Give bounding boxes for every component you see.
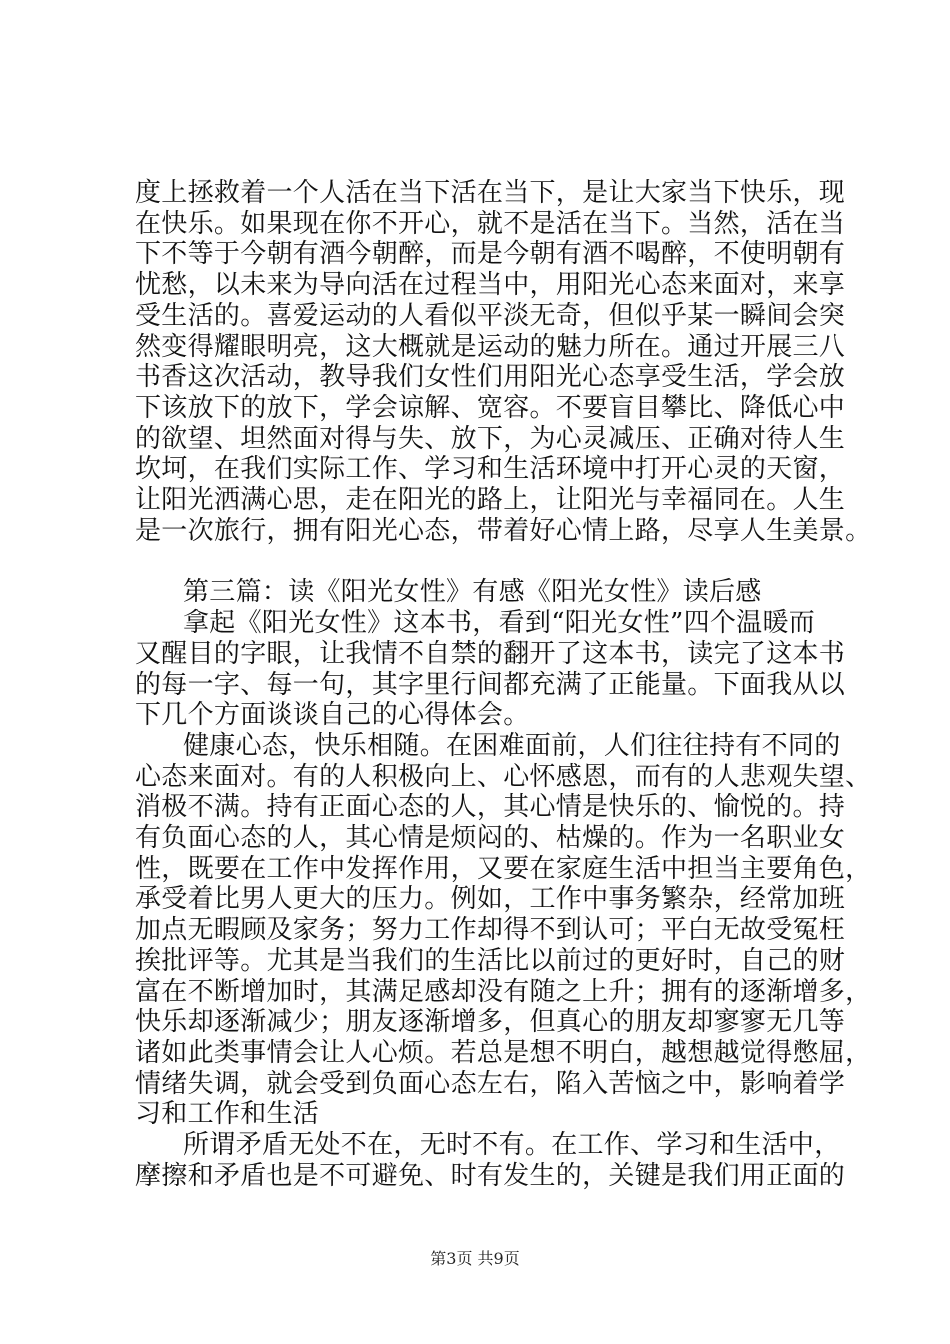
text-line: 诸如此类事情会让人心烦。若总是想不明白，越想越觉得憋屈，	[135, 1037, 872, 1068]
paragraph-3	[135, 730, 872, 1130]
text-line: 让阳光洒满心思，走在阳光的路上，让阳光与幸福同在。人生	[135, 485, 846, 516]
text-line: 是一次旅行，拥有阳光心态，带着好心情上路，尽享人生美景。	[135, 515, 872, 546]
text-line: 有负面心态的人，其心情是烦闷的、枯燥的。作为一名职业女	[135, 823, 846, 854]
text-line: 快乐却逐渐减少；朋友逐渐增多，但真心的朋友却寥寥无几等	[135, 1007, 846, 1038]
text-line: 忧愁，以未来为导向活在过程当中，用阳光心态来面对，来享	[135, 270, 846, 301]
text-line: 的欲望、坦然面对得与失、放下，为心灵减压、正确对待人生	[135, 423, 846, 454]
text-line: 心态来面对。有的人积极向上、心怀感恩，而有的人悲观失望、	[135, 761, 872, 792]
text-line: 所谓矛盾无处不在，无时不有。在工作、学习和生活中，	[183, 1130, 841, 1161]
text-line: 然变得耀眼明亮，这大概就是运动的魅力所在。通过开展三八	[135, 331, 846, 362]
text-line: 消极不满。持有正面心态的人，其心情是快乐的、愉悦的。持	[135, 792, 846, 823]
section-heading: 第三篇：读《阳光女性》有感《阳光女性》读后感	[183, 577, 762, 608]
text-line: 情绪失调，就会受到负面心态左右，陷入苦恼之中，影响着学	[135, 1068, 846, 1099]
text-line: 在快乐。如果现在你不开心，就不是活在当下。当然，活在当	[135, 208, 846, 239]
text-line: 下几个方面谈谈自己的心得体会。	[135, 700, 530, 731]
text-line: 拿起《阳光女性》这本书，看到“阳光女性”四个温暖而	[183, 608, 816, 639]
text-line: 摩擦和矛盾也是不可避免、时有发生的，关键是我们用正面的	[135, 1160, 846, 1191]
text-line: 富在不断增加时，其满足感却没有随之上升；拥有的逐渐增多，	[135, 976, 872, 1007]
document-body	[135, 178, 872, 1192]
text-line: 受生活的。喜爱运动的人看似平淡无奇，但似乎某一瞬间会突	[135, 300, 846, 331]
text-line: 承受着比男人更大的压力。例如，工作中事务繁杂，经常加班	[135, 884, 846, 915]
text-line: 习和工作和生活	[135, 1099, 320, 1130]
text-line: 加点无暇顾及家务；努力工作却得不到认可；平白无故受冤枉	[135, 915, 846, 946]
text-line: 下不等于今朝有酒今朝醉，而是今朝有酒不喝醉，不使明朝有	[135, 239, 846, 270]
text-line: 挨批评等。尤其是当我们的生活比以前过的更好时，自己的财	[135, 945, 846, 976]
text-line: 书香这次活动，教导我们女性们用阳光心态享受生活，学会放	[135, 362, 846, 393]
text-line: 坎坷，在我们实际工作、学习和生活环境中打开心灵的天窗，	[135, 454, 846, 485]
text-line: 的每一字、每一句，其字里行间都充满了正能量。下面我从以	[135, 669, 846, 700]
text-line: 度上拯救着一个人活在当下活在当下，是让大家当下快乐，现	[135, 178, 846, 208]
page-number-footer: 第3页 共9页	[430, 1249, 520, 1268]
text-line: 下该放下的放下，学会谅解、宽容。不要盲目攀比、降低心中	[135, 392, 846, 423]
paragraph-1	[135, 178, 872, 546]
paragraph-2	[135, 608, 851, 731]
text-line: 健康心态，快乐相随。在困难面前，人们往往持有不同的	[183, 730, 841, 761]
paragraph-4	[135, 1130, 851, 1191]
text-line: 性，既要在工作中发挥作用，又要在家庭生活中担当主要角色，	[135, 853, 872, 884]
text-line: 又醒目的字眼，让我情不自禁的翻开了这本书，读完了这本书	[135, 638, 846, 669]
